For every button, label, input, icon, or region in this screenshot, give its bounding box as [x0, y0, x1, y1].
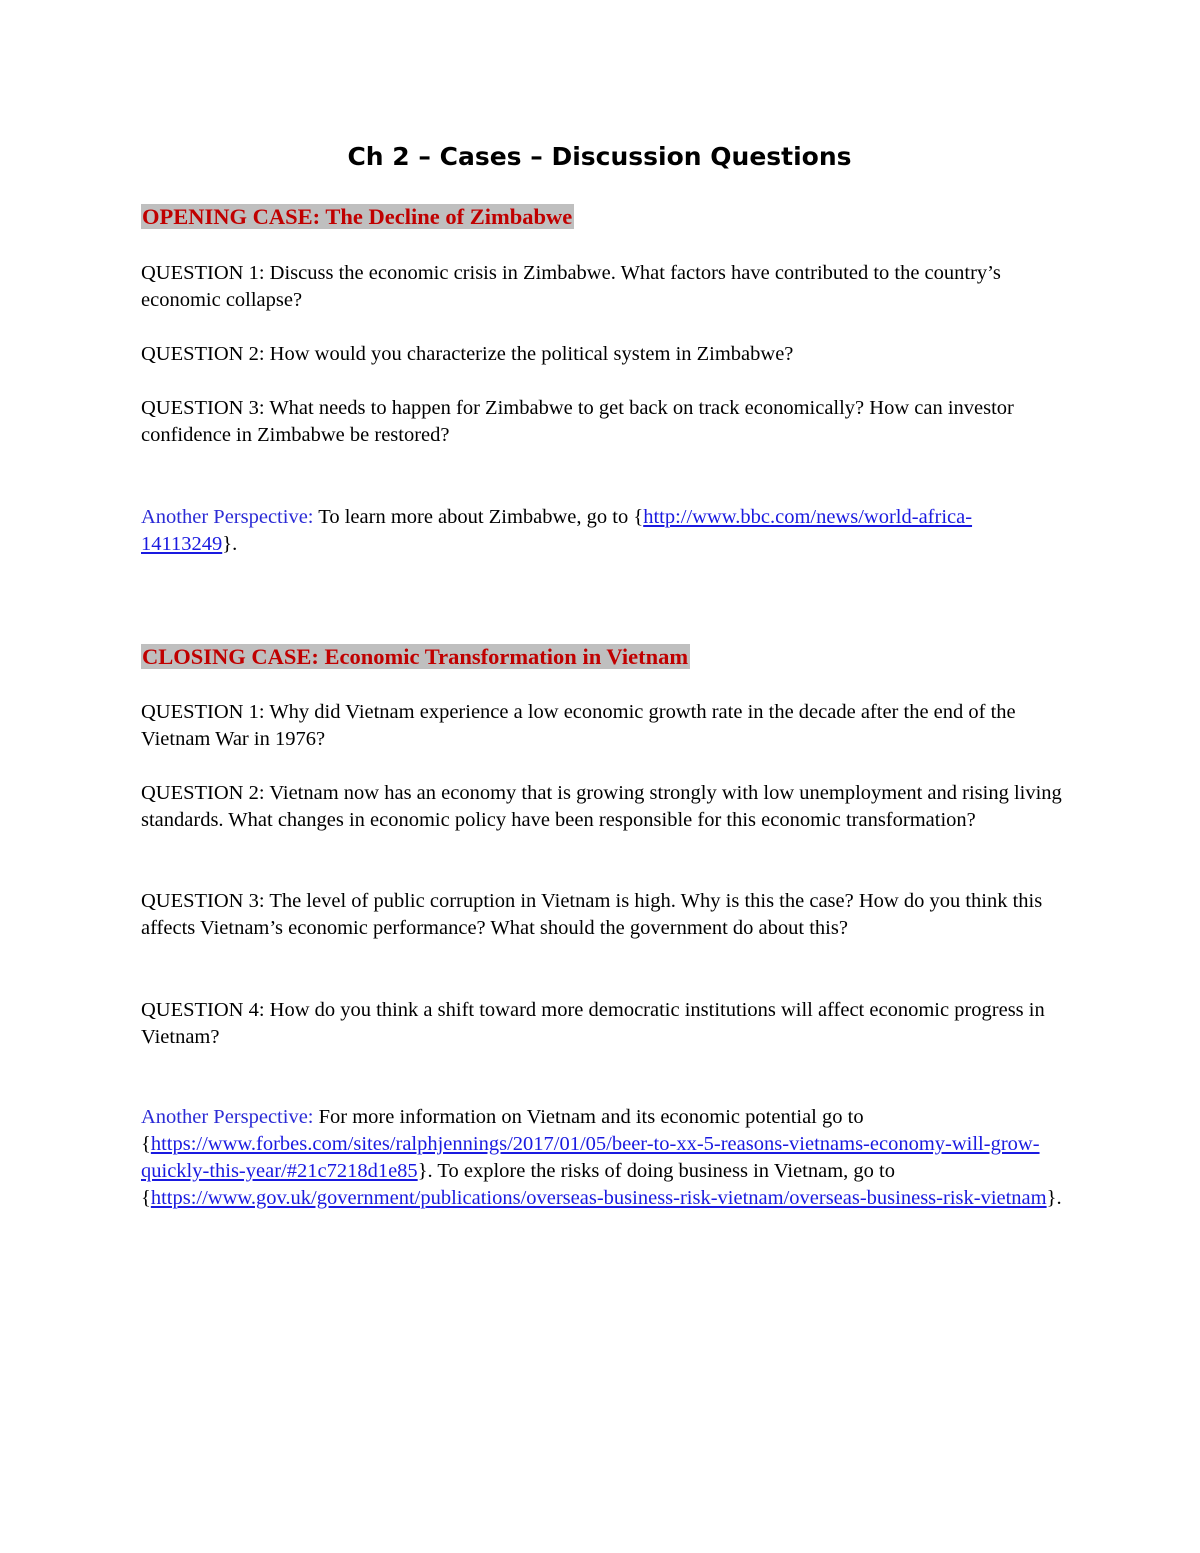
opening-perspective-text: To learn more about Zimbabwe, go to {: [313, 506, 644, 528]
opening-question-3: QUESTION 3: What needs to happen for Zimbabwe to get back on track economically? How can investor confidence in Zimbabwe be restored?: [141, 397, 1014, 446]
gov-uk-vietnam-link[interactable]: https://www.gov.uk/government/publications/overseas-business-risk-vietnam/overseas-business-risk-vietnam: [150, 1187, 1047, 1209]
closing-perspective-middle: }. To explore the risks of doing business in Vietnam, go to {: [141, 1160, 895, 1209]
closing-perspective-text: For more information on Vietnam and its economic potential go to {: [141, 1106, 864, 1155]
bbc-zimbabwe-link[interactable]: http://www.bbc.com/news/world-africa-14113249: [141, 506, 973, 555]
closing-case-heading: [141, 640, 690, 674]
opening-case-heading-text: OPENING CASE: The Decline of Zimbabwe: [142, 204, 573, 229]
closing-question-2: QUESTION 2: Vietnam now has an economy that is growing strongly with low unemployment and rising living standards. What changes in economic policy have been responsible for this economic transformation?: [141, 782, 1062, 831]
opening-perspective-label: Another Perspective:: [141, 506, 314, 528]
closing-question-3: QUESTION 3: The level of public corruption in Vietnam is high. Why is this the case? How do you think this affects Vietnam’s economic performance? What should the government do about this?: [141, 890, 1043, 939]
closing-perspective-label: Another Perspective:: [141, 1106, 314, 1128]
forbes-vietnam-link[interactable]: https://www.forbes.com/sites/ralphjennings/2017/01/05/beer-to-xx-5-reasons-vietnams-economy-will-grow-quickly-this-year/#21c7218d1e85: [141, 1133, 1040, 1182]
page-title: Ch 2 – Cases – Discussion Questions: [347, 142, 852, 171]
closing-case-heading-text: CLOSING CASE: Economic Transformation in Vietnam: [142, 644, 689, 669]
opening-perspective: [141, 504, 1066, 558]
opening-question-2: QUESTION 2: How would you characterize the political system in Zimbabwe?: [141, 343, 794, 365]
closing-question-4: QUESTION 4: How do you think a shift toward more democratic institutions will affect economic progress in Vietnam?: [141, 999, 1045, 1048]
opening-perspective-end: }.: [222, 533, 238, 555]
opening-question-1: QUESTION 1: Discuss the economic crisis in Zimbabwe. What factors have contributed to the country’s economic collapse?: [141, 262, 1001, 311]
closing-perspective: [141, 1104, 1066, 1212]
closing-perspective-end: }.: [1046, 1187, 1062, 1209]
closing-question-1: QUESTION 1: Why did Vietnam experience a low economic growth rate in the decade after the end of the Vietnam War in 1976?: [141, 701, 1016, 750]
opening-case-heading: [141, 200, 574, 234]
